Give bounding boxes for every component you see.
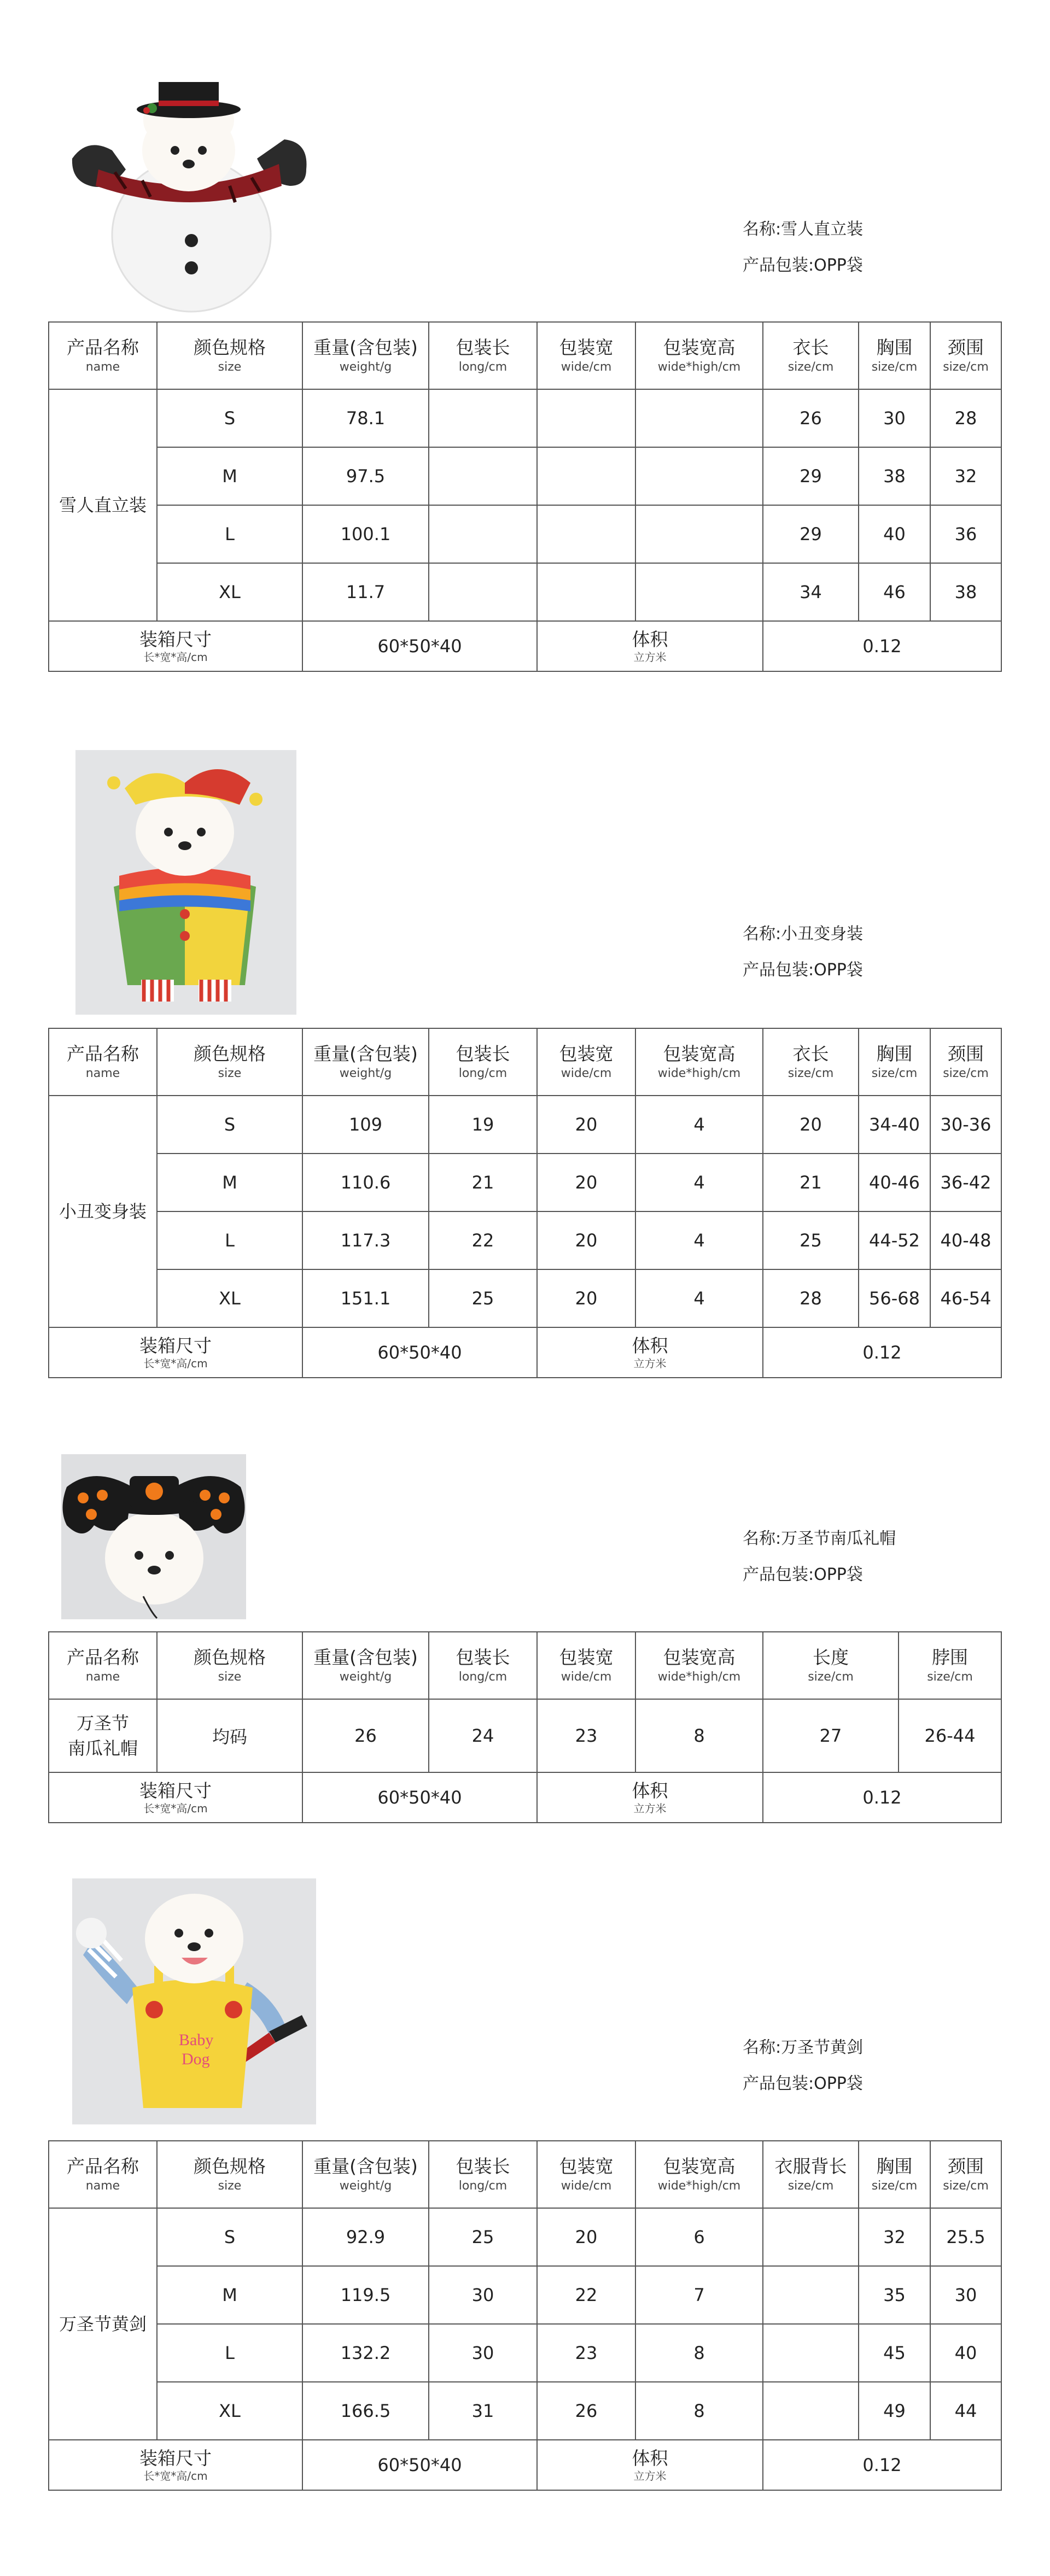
table-footer-row (49, 2440, 1001, 2490)
table-cell: 29 (763, 447, 859, 505)
table-cell: 4 (635, 1211, 763, 1269)
table-cell: M (157, 447, 302, 505)
table-cell: 100.1 (302, 505, 429, 563)
table-cell: 92.9 (302, 2208, 429, 2266)
table-cell (763, 2382, 859, 2440)
table-cell: 119.5 (302, 2266, 429, 2324)
table-cell: 44 (930, 2382, 1001, 2440)
header-cell: 包装长 long/cm (429, 1028, 537, 1096)
header-cell: 颈围 size/cm (930, 1028, 1001, 1096)
table-cell: 8 (635, 2382, 763, 2440)
table-cell: 78.1 (302, 389, 429, 447)
table-cell: 27 (763, 1699, 899, 1772)
table-cell: 28 (930, 389, 1001, 447)
yellow-sword-dog-image (72, 1878, 316, 2124)
table-cell: 28 (763, 1269, 859, 1327)
box-size-value-cell: 60*50*40 (302, 621, 537, 671)
table-cell: XL (157, 2382, 302, 2440)
product-name-cell: 雪人直立装 (49, 389, 157, 621)
table-cell: 49 (859, 2382, 930, 2440)
product-name-cell: 万圣节 南瓜礼帽 (49, 1699, 157, 1772)
header-cell: 产品名称 name (49, 2141, 157, 2208)
table-cell: 29 (763, 505, 859, 563)
box-size-value-cell: 60*50*40 (302, 2440, 537, 2490)
table-row (49, 2266, 1001, 2324)
table-cell: 30 (859, 389, 930, 447)
header-cell: 颜色规格 size (157, 1632, 302, 1699)
table-cell: 22 (429, 1211, 537, 1269)
apron-text-line2: Dog (182, 2050, 210, 2068)
table-cell: S (157, 389, 302, 447)
volume-value-cell: 0.12 (763, 1327, 1001, 1378)
table-cell: 22 (537, 2266, 635, 2324)
header-cell: 重量(含包装) weight/g (302, 1632, 429, 1699)
product-name-label: 名称:万圣节黄剑 (743, 2038, 864, 2057)
table-cell: 25 (429, 2208, 537, 2266)
volume-value-cell: 0.12 (763, 621, 1001, 671)
table-cell: 36-42 (930, 1154, 1001, 1211)
box-size-value-cell: 60*50*40 (302, 1327, 537, 1378)
header-cell: 重量(含包装) weight/g (302, 2141, 429, 2208)
product-name-cell: 小丑变身装 (49, 1096, 157, 1327)
table-cell (763, 2324, 859, 2382)
table-cell: 20 (537, 1096, 635, 1154)
header-cell: 颈围 size/cm (930, 2141, 1001, 2208)
product-name-label: 名称:小丑变身装 (743, 924, 864, 944)
header-cell: 重量(含包装) weight/g (302, 322, 429, 389)
table-cell: 46 (859, 563, 930, 621)
table-cell: 30 (429, 2324, 537, 2382)
table-cell: 30 (429, 2266, 537, 2324)
header-cell: 衣长 size/cm (763, 322, 859, 389)
table-cell: 6 (635, 2208, 763, 2266)
table-cell: S (157, 1096, 302, 1154)
table-cell: M (157, 2266, 302, 2324)
header-cell: 包装宽高 wide*high/cm (635, 1028, 763, 1096)
header-cell: 包装长 long/cm (429, 322, 537, 389)
volume-label-cell: 体积 立方米 (537, 1772, 763, 1823)
product-packaging-label: 产品包装:OPP袋 (743, 256, 863, 275)
product-name-label: 名称:万圣节南瓜礼帽 (743, 1529, 896, 1548)
header-cell: 包装宽 wide/cm (537, 322, 635, 389)
table-cell: 8 (635, 2324, 763, 2382)
table-cell: 20 (537, 1269, 635, 1327)
header-cell: 产品名称 name (49, 1028, 157, 1096)
header-cell: 颜色规格 size (157, 1028, 302, 1096)
header-cell: 颈围 size/cm (930, 322, 1001, 389)
table-cell: 30-36 (930, 1096, 1001, 1154)
table-cell: 34 (763, 563, 859, 621)
header-cell: 胸围 size/cm (859, 1028, 930, 1096)
product-packaging-label: 产品包装:OPP袋 (743, 2074, 863, 2093)
table-cell: 均码 (157, 1699, 302, 1772)
table-cell: 21 (763, 1154, 859, 1211)
table-header-row (49, 2141, 1001, 2208)
table-row (49, 2324, 1001, 2382)
table-cell: 26 (763, 389, 859, 447)
table-cell: 110.6 (302, 1154, 429, 1211)
header-cell: 包装宽高 wide*high/cm (635, 1632, 763, 1699)
box-size-label-cell: 装箱尺寸 长*宽*高/cm (49, 2440, 302, 2490)
table-cell: 38 (930, 563, 1001, 621)
header-cell: 胸围 size/cm (859, 322, 930, 389)
product-packaging-label: 产品包装:OPP袋 (743, 961, 863, 980)
table-cell: 19 (429, 1096, 537, 1154)
table-cell: 25.5 (930, 2208, 1001, 2266)
table-cell: 20 (537, 1211, 635, 1269)
box-size-value-cell: 60*50*40 (302, 1772, 537, 1823)
table-cell: 23 (537, 2324, 635, 2382)
header-cell: 胸围 size/cm (859, 2141, 930, 2208)
table-cell: 44-52 (859, 1211, 930, 1269)
table-cell: 31 (429, 2382, 537, 2440)
table-row (49, 2208, 1001, 2266)
header-cell: 产品名称 name (49, 1632, 157, 1699)
table-cell: 20 (537, 2208, 635, 2266)
table-cell: 40 (930, 2324, 1001, 2382)
table-cell: 36 (930, 505, 1001, 563)
header-cell: 颜色规格 size (157, 2141, 302, 2208)
header-cell: 包装宽高 wide*high/cm (635, 2141, 763, 2208)
box-size-label-cell: 装箱尺寸 长*宽*高/cm (49, 1327, 302, 1378)
table-cell: 24 (429, 1699, 537, 1772)
table-cell: 7 (635, 2266, 763, 2324)
product-photo-yellow-sword (72, 1878, 316, 2124)
table-cell: L (157, 505, 302, 563)
table-cell: 4 (635, 1096, 763, 1154)
product-name-cell: 万圣节黄剑 (49, 2208, 157, 2440)
table-cell: 23 (537, 1699, 635, 1772)
table-cell (763, 2208, 859, 2266)
volume-label-cell: 体积 立方米 (537, 621, 763, 671)
product-info-yellow-sword (743, 2030, 863, 2102)
table-cell: 40-48 (930, 1211, 1001, 1269)
table-cell: 34-40 (859, 1096, 930, 1154)
apron-text-line1: Baby (179, 2031, 214, 2049)
table-cell: 26 (537, 2382, 635, 2440)
table-cell: 25 (763, 1211, 859, 1269)
header-cell: 衣长 size/cm (763, 1028, 859, 1096)
table-cell: 30 (930, 2266, 1001, 2324)
header-cell: 包装宽高 wide*high/cm (635, 322, 763, 389)
table-cell: 35 (859, 2266, 930, 2324)
table-cell: 11.7 (302, 563, 429, 621)
table-cell: 20 (537, 1154, 635, 1211)
table-cell: 40-46 (859, 1154, 930, 1211)
table-cell: 26-44 (899, 1699, 1001, 1772)
table-cell: XL (157, 563, 302, 621)
table-cell: 46-54 (930, 1269, 1001, 1327)
spec-table-yellow-sword (48, 2140, 1002, 2491)
table-cell: M (157, 1154, 302, 1211)
header-cell: 长度 size/cm (763, 1632, 899, 1699)
table-cell: 4 (635, 1269, 763, 1327)
table-cell: 21 (429, 1154, 537, 1211)
table-cell: 45 (859, 2324, 930, 2382)
table-cell: L (157, 2324, 302, 2382)
header-cell: 脖围 size/cm (899, 1632, 1001, 1699)
header-cell: 包装长 long/cm (429, 1632, 537, 1699)
box-size-label-cell: 装箱尺寸 长*宽*高/cm (49, 1772, 302, 1823)
volume-value-cell: 0.12 (763, 2440, 1001, 2490)
table-cell: XL (157, 1269, 302, 1327)
table-cell (763, 2266, 859, 2324)
header-cell: 包装宽 wide/cm (537, 1632, 635, 1699)
table-cell: 151.1 (302, 1269, 429, 1327)
table-cell: 25 (429, 1269, 537, 1327)
table-row (49, 2382, 1001, 2440)
header-cell: 颜色规格 size (157, 322, 302, 389)
table-cell: 4 (635, 1154, 763, 1211)
table-cell: 8 (635, 1699, 763, 1772)
table-cell: 117.3 (302, 1211, 429, 1269)
table-cell: L (157, 1211, 302, 1269)
table-cell: 109 (302, 1096, 429, 1154)
product-packaging-label: 产品包装:OPP袋 (743, 1565, 863, 1584)
volume-label-cell: 体积 立方米 (537, 2440, 763, 2490)
header-cell: 包装宽 wide/cm (537, 1028, 635, 1096)
table-cell: 38 (859, 447, 930, 505)
header-cell: 包装长 long/cm (429, 2141, 537, 2208)
volume-label-cell: 体积 立方米 (537, 1327, 763, 1378)
table-cell: 20 (763, 1096, 859, 1154)
table-cell: S (157, 2208, 302, 2266)
table-cell: 56-68 (859, 1269, 930, 1327)
table-cell: 97.5 (302, 447, 429, 505)
product-name-label: 名称:雪人直立装 (743, 220, 864, 239)
header-cell: 包装宽 wide/cm (537, 2141, 635, 2208)
table-cell: 132.2 (302, 2324, 429, 2382)
table-cell: 32 (930, 447, 1001, 505)
header-cell: 产品名称 name (49, 322, 157, 389)
header-cell: 衣服背长 size/cm (763, 2141, 859, 2208)
table-cell: 166.5 (302, 2382, 429, 2440)
table-cell: 40 (859, 505, 930, 563)
header-cell: 重量(含包装) weight/g (302, 1028, 429, 1096)
table-cell: 26 (302, 1699, 429, 1772)
table-cell: 32 (859, 2208, 930, 2266)
box-size-label-cell: 装箱尺寸 长*宽*高/cm (49, 621, 302, 671)
volume-value-cell: 0.12 (763, 1772, 1001, 1823)
